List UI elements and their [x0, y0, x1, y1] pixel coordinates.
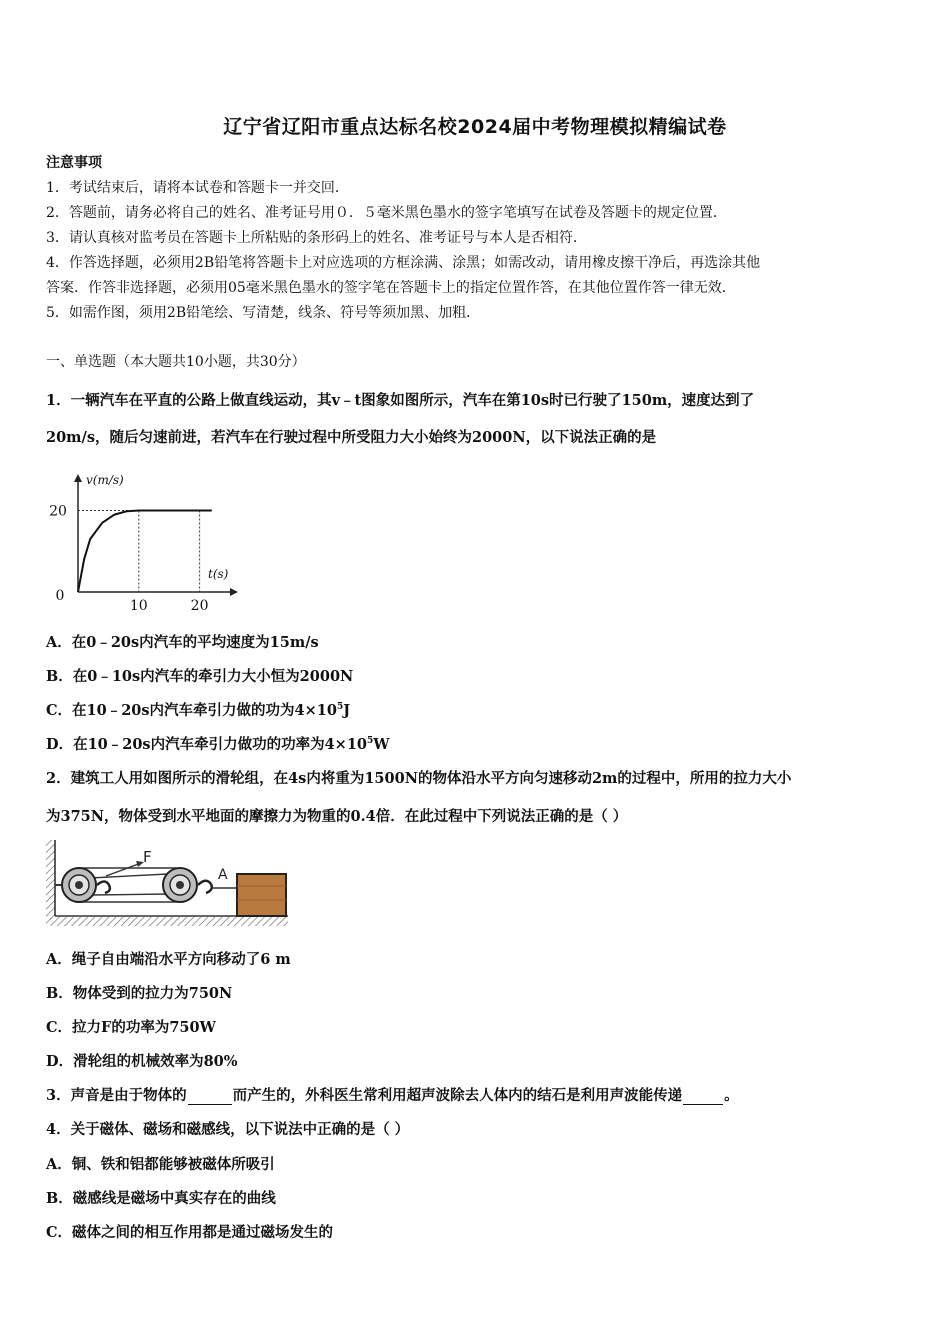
q1-option-a: A．在0﹣20s内汽车的平均速度为15m/s — [46, 634, 319, 651]
q4-option-c: C．磁体之间的相互作用都是通过磁场发生的 — [46, 1224, 334, 1241]
q1-option-b: B．在0﹣10s内汽车的牵引力大小恒为2000N — [46, 668, 354, 685]
q3-stem: 3．声音是由于物体的 而产生的，外科医生常利用超声波除去人体内的结石是利用声波能传递 。 — [46, 1087, 739, 1104]
hook-right — [198, 881, 212, 893]
ground — [46, 917, 288, 926]
q2-option-d: D．滑轮组的机械效率为80% — [46, 1053, 238, 1070]
label-A: A — [218, 867, 228, 883]
notice-heading: 注意事项 — [46, 155, 102, 171]
q1-stem-line1: 1．一辆汽车在平直的公路上做直线运动，其v﹣t图象如图所示，汽车在第10s时已行驶了150m，速度达到了 — [46, 392, 755, 409]
q1-option-c: C．在10﹣20s内汽车牵引力做的功为$4\times 10^5J$ — [46, 702, 351, 719]
force-arrow — [106, 863, 141, 876]
q2-option-b: B．物体受到的拉力为750N — [46, 985, 233, 1002]
q4-option-a: A．铜、铁和铝都能够被磁体所吸引 — [46, 1156, 275, 1173]
x-tick-20: 20 — [190, 598, 209, 614]
q4-stem: 4．关于磁体、磁场和磁感线，以下说法中正确的是（ ） — [46, 1121, 410, 1138]
notice-item-4-cont: 答案．作答非选择题，必须用05毫米黑色墨水的签字笔在答题卡上的指定位置作答，在其他位置作答一律无效． — [46, 280, 736, 296]
q1-option-d: D．在10﹣20s内汽车牵引力做功的功率为$4\times 10^5W$ — [46, 736, 390, 753]
q3-blank-2[interactable] — [683, 1090, 723, 1105]
velocity-curve — [78, 511, 212, 593]
fixed-pulley — [62, 868, 96, 902]
notice-item-5: 5．如需作图，须用2B铅笔绘、写清楚，线条、符号等须加黑、加粗． — [46, 305, 481, 321]
q2-option-c: C．拉力F的功率为750W — [46, 1019, 216, 1036]
q2-stem-line1: 2．建筑工人用如图所示的滑轮组，在4s内将重为1500N的物体沿水平方向匀速移动2m的过程中，所用的拉力大小 — [46, 770, 792, 787]
notice-item-1: 1．考试结束后，请将本试卷和答题卡一并交回． — [46, 180, 349, 196]
wall — [46, 840, 55, 920]
q2-stem-line2: 为375N，物体受到水平地面的摩擦力为物重的0.4倍．在此过程中下列说法正确的是（ ） — [46, 808, 628, 825]
y-tick-20: 20 — [49, 503, 67, 520]
notice-item-3: 3．请认真核对监考员在答题卡上所粘贴的条形码上的姓名、准考证号与本人是否相符． — [46, 230, 587, 246]
pulley-diagram — [46, 838, 291, 928]
y-axis-label: v(m/s) — [86, 473, 124, 487]
block-object — [237, 874, 286, 916]
vt-graph — [44, 468, 244, 618]
q1-stem-line2: 20m/s，随后匀速前进，若汽车在行驶过程中所受阻力大小始终为2000N，以下说法正确的是 — [46, 429, 657, 446]
notice-item-2: 2．答题前，请务必将自己的姓名、准考证号用０．５毫米黑色墨水的签字笔填写在试卷及答题卡的规定位置． — [46, 205, 727, 221]
section-heading: 一、单选题（本大题共10小题，共30分） — [46, 354, 306, 370]
label-F: F — [143, 848, 152, 866]
q4-option-b: B．磁感线是磁场中真实存在的曲线 — [46, 1190, 276, 1207]
x-tick-10: 10 — [129, 598, 148, 614]
q3-blank-1[interactable] — [188, 1090, 232, 1105]
y-axis-arrow — [74, 474, 82, 482]
x-axis-label: t(s) — [208, 567, 229, 581]
movable-pulley — [163, 868, 197, 902]
origin-label: 0 — [55, 588, 65, 604]
x-axis-arrow — [230, 588, 238, 596]
hook-left — [97, 882, 110, 894]
notice-item-4: 4．作答选择题，必须用2B铅笔将答题卡上对应选项的方框涂满、涂黑；如需改动，请用橡皮擦干净后，再选涂其他 — [46, 255, 761, 271]
exam-title: 辽宁省辽阳市重点达标名校2024届中考物理模拟精编试卷 — [223, 116, 727, 138]
q2-option-a: A．绳子自由端沿水平方向移动了6 m — [46, 951, 291, 968]
